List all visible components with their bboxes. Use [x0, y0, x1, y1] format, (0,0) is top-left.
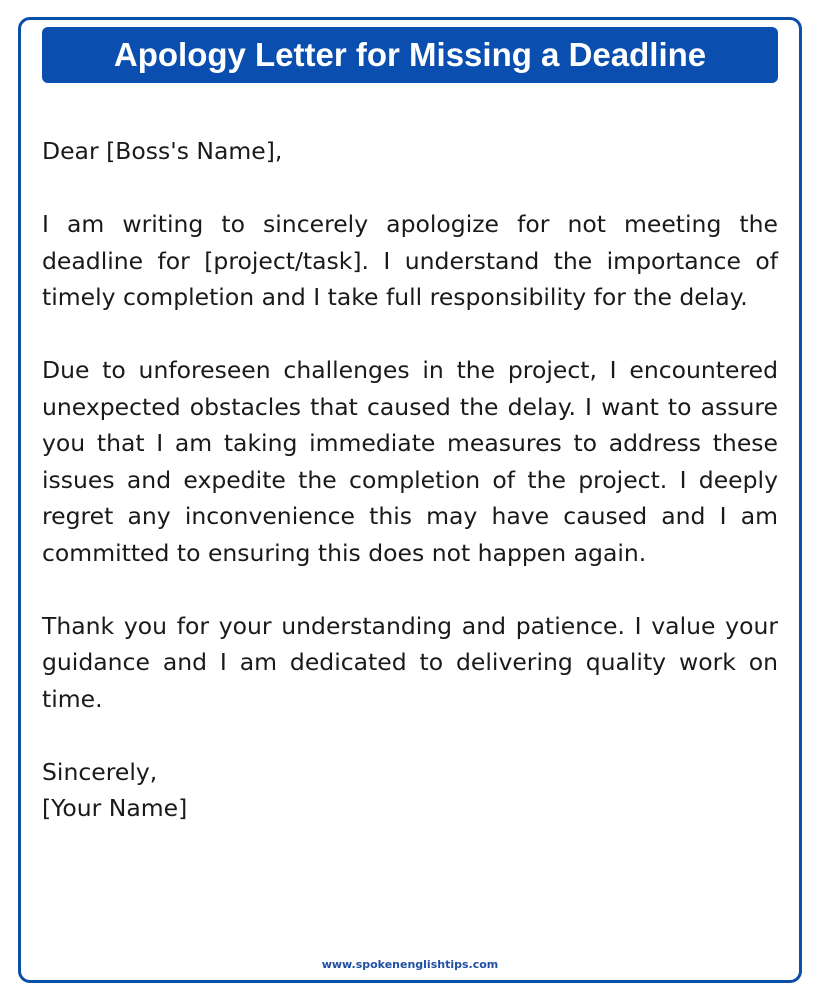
sign-off [42, 754, 778, 827]
page-title: Apology Letter for Missing a Deadline [113, 36, 707, 73]
salutation: Dear [Boss's Name], [42, 137, 283, 165]
letter-body [42, 133, 778, 827]
paragraph-apology: I am writing to sincerely apologize for not meeting the deadline for [project/task]. I understand the importance of timely completion and I take full responsibility for the delay. [42, 210, 778, 311]
title-banner [42, 27, 778, 83]
signature: [Your Name] [42, 794, 188, 822]
paragraph-thanks: Thank you for your understanding and patience. I value your guidance and I am dedicated to delivering quality work on time. [42, 611, 778, 713]
website-watermark: www.spokenenglishtips.com [321, 958, 499, 971]
closing: Sincerely, [42, 757, 158, 786]
paragraph-explanation: Due to unforeseen challenges in the project, I encountered unexpected obstacles that caused the delay. I want to assure you that I am taking immediate measures to address these issues and expedite the completion of the project. I deeply regret any inconvenience this may have caused and I am committed to ensuring this does not happen again. [42, 356, 778, 567]
